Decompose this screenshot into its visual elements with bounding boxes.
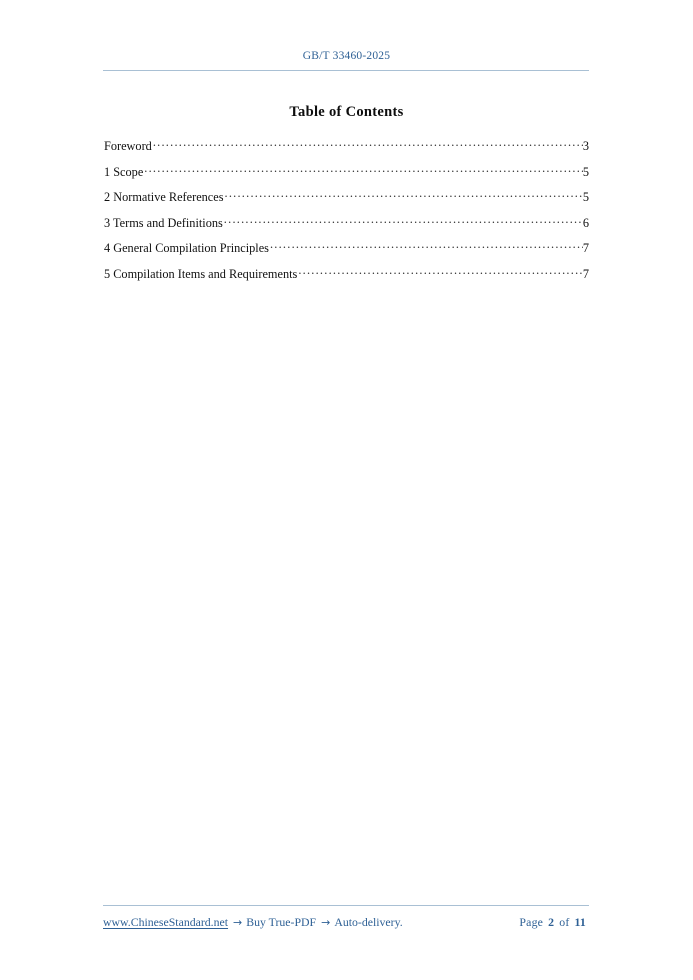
toc-leader-dots <box>153 138 583 150</box>
right-arrow-icon: → <box>233 916 243 929</box>
of-label: of <box>559 915 570 929</box>
page-header <box>0 46 693 64</box>
standard-code: GB/T 33460-2025 <box>302 50 391 62</box>
page-footer <box>103 915 589 930</box>
toc-entry[interactable] <box>104 189 589 215</box>
toc-entry-page: 7 <box>582 241 589 256</box>
toc-entry-page: 3 <box>582 139 589 154</box>
footer-divider <box>103 905 589 906</box>
right-arrow-icon: → <box>321 916 331 929</box>
toc-entry[interactable] <box>104 240 589 266</box>
toc-entry-label: 4 General Compilation Principles <box>104 241 269 256</box>
page-indicator <box>517 915 589 930</box>
website-link[interactable]: www.ChineseStandard.net <box>103 915 229 929</box>
table-of-contents <box>104 138 589 291</box>
toc-entry[interactable] <box>104 164 589 190</box>
toc-entry-page: 5 <box>582 164 589 179</box>
total-page-number: 11 <box>574 915 586 929</box>
toc-leader-dots <box>225 189 583 201</box>
toc-entry[interactable] <box>104 266 589 292</box>
toc-leader-dots <box>270 240 583 252</box>
toc-entry-label: 2 Normative References <box>104 190 224 205</box>
toc-entry[interactable] <box>104 138 589 164</box>
header-divider <box>103 70 589 71</box>
toc-entry-page: 7 <box>582 266 589 281</box>
footer-delivery-text: Auto-delivery. <box>334 915 403 929</box>
toc-entry-label: Foreword <box>104 139 152 154</box>
toc-entry-label: 5 Compilation Items and Requirements <box>104 266 298 281</box>
toc-entry[interactable] <box>104 215 589 241</box>
toc-leader-dots <box>224 215 583 227</box>
toc-entry-page: 5 <box>582 190 589 205</box>
current-page-number: 2 <box>548 915 555 929</box>
toc-entry-page: 6 <box>582 215 589 230</box>
footer-promo <box>103 915 403 930</box>
footer-buy-text: Buy True-PDF <box>246 915 317 929</box>
toc-entry-label: 3 Terms and Definitions <box>104 215 223 230</box>
page-title: Table of Contents <box>289 104 404 120</box>
toc-leader-dots <box>144 164 583 176</box>
page-label: Page <box>519 915 544 929</box>
toc-entry-label: 1 Scope <box>104 164 144 179</box>
toc-leader-dots <box>298 266 583 278</box>
